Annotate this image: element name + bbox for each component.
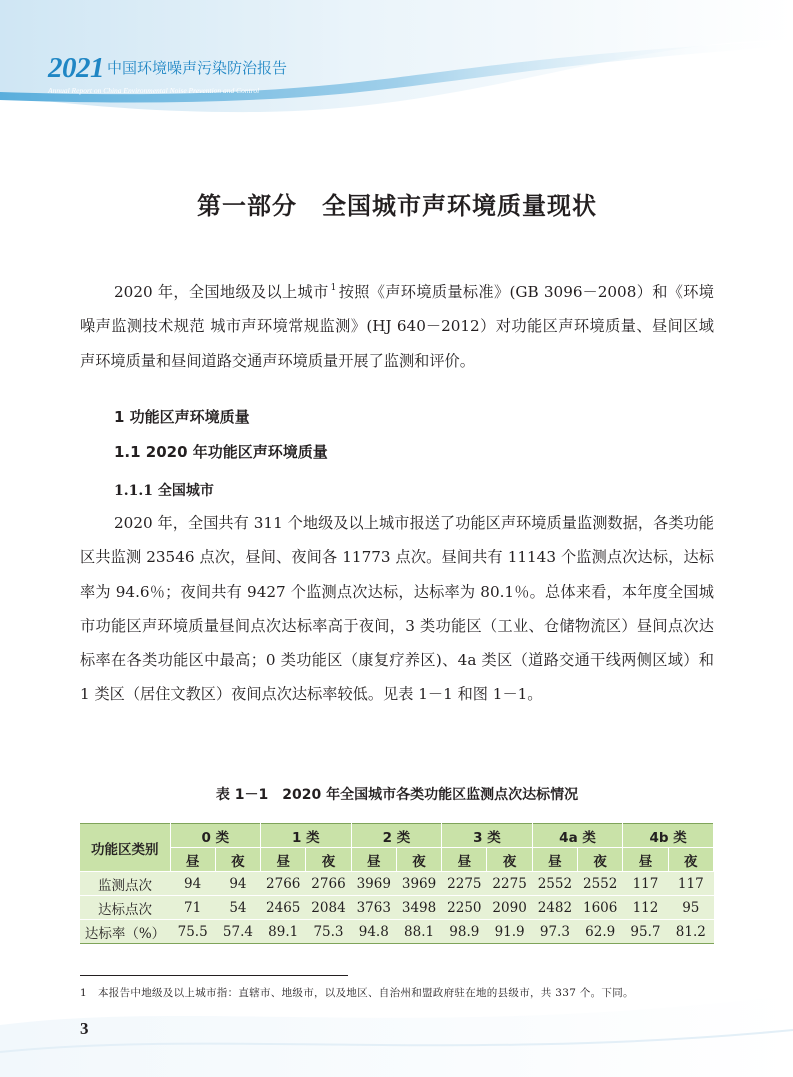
table-body	[80, 872, 714, 944]
row-label: 监测点次	[80, 872, 170, 896]
night-header: 夜	[215, 848, 260, 872]
table-cell: 75.5	[170, 920, 215, 944]
table-cell: 95	[668, 896, 713, 920]
table-cell: 91.9	[487, 920, 532, 944]
table-cell: 2552	[532, 872, 577, 896]
footnote-text: 本报告中地级及以上城市指：直辖市、地级市，以及地区、自治州和盟政府驻在地的县级市，共 337 个。下同。	[98, 987, 634, 999]
table-cell: 3498	[396, 896, 441, 920]
group-header: 4a 类	[532, 824, 623, 848]
table-cell: 2250	[442, 896, 487, 920]
night-header: 夜	[668, 848, 713, 872]
table-cell: 2275	[442, 872, 487, 896]
table-cell: 2084	[306, 896, 351, 920]
table-row	[80, 920, 714, 944]
group-header: 4b 类	[623, 824, 714, 848]
table-cell: 88.1	[396, 920, 441, 944]
table-cell: 2275	[487, 872, 532, 896]
group-header: 0 类	[170, 824, 261, 848]
table-cell: 62.9	[578, 920, 623, 944]
table-corner-header: 功能区类别	[80, 824, 170, 872]
table-row	[80, 872, 714, 896]
row-label: 达标率（%）	[80, 920, 170, 944]
row-label: 达标点次	[80, 896, 170, 920]
table-cell: 57.4	[215, 920, 260, 944]
night-header: 夜	[487, 848, 532, 872]
group-header: 3 类	[442, 824, 533, 848]
table-cell: 95.7	[623, 920, 668, 944]
section-heading-1: 1 功能区声环境质量	[114, 408, 250, 426]
table-cell: 2465	[261, 896, 306, 920]
body-paragraph: 2020 年，全国共有 311 个地级及以上城市报送了功能区声环境质量监测数据，各类功能区共监测 23546 点次，昼间、夜间各 11773 点次。昼间共有 11143 个监测点次达标，达标率为 94.6％；夜间共有 9427 个监测点次达标，达标率为 80.1％。总体来看，本年度全国城市功能区声环境质量昼间点次达标率高于夜间，3 类功能区（工业、仓储物流区）昼间点次达标率在各类功能区中最高；0 类功能区（康复疗养区)、4a 类区（道路交通干线两侧区域）和 1 类区（居住文教区）夜间点次达标率较低。见表 1－1 和图 1－1。	[80, 514, 714, 704]
day-header: 昼	[261, 848, 306, 872]
day-header: 昼	[442, 848, 487, 872]
table-cell: 94	[170, 872, 215, 896]
table-cell: 97.3	[532, 920, 577, 944]
table-cell: 2766	[261, 872, 306, 896]
table-cell: 2090	[487, 896, 532, 920]
report-header	[48, 52, 288, 95]
table-cell: 1606	[578, 896, 623, 920]
section-heading-1-1-1: 1.1.1 全国城市	[114, 483, 214, 499]
report-title: 中国环境噪声污染防治报告	[107, 59, 288, 77]
report-subtitle-english: Annual Report on China Environmental Noise Prevention and Control	[48, 86, 260, 95]
footnote-divider	[80, 975, 348, 976]
table-cell: 2766	[306, 872, 351, 896]
section-heading-1-1: 1.1 2020 年功能区声环境质量	[114, 443, 328, 461]
day-header: 昼	[351, 848, 396, 872]
table-cell: 117	[668, 872, 713, 896]
table-cell: 117	[623, 872, 668, 896]
table-cell: 3969	[351, 872, 396, 896]
page-number: 3	[80, 1019, 89, 1038]
table-cell: 98.9	[442, 920, 487, 944]
table-cell: 94	[215, 872, 260, 896]
footnote-number: 1	[80, 987, 87, 999]
table-cell: 3969	[396, 872, 441, 896]
table-caption: 表 1－1 2020 年全国城市各类功能区监测点次达标情况	[215, 787, 579, 803]
table-cell: 89.1	[261, 920, 306, 944]
table-cell: 2482	[532, 896, 577, 920]
group-header: 1 类	[261, 824, 352, 848]
table-cell: 94.8	[351, 920, 396, 944]
part-title: 第一部分 全国城市声环境质量现状	[197, 192, 597, 220]
table-cell: 3763	[351, 896, 396, 920]
day-header: 昼	[532, 848, 577, 872]
intro-paragraph: 2020 年，全国地级及以上城市 $^1$ 按照《声环境质量标准》(GB 3096－2008）和《环境噪声监测技术规范 城市声环境常规监测》(HJ 640－2012）对功能区声环境质量、昼间区域声环境质量和昼间道路交通声环境质量开展了监测和评价。	[80, 283, 714, 370]
night-header: 夜	[578, 848, 623, 872]
report-year: 2021	[48, 52, 104, 84]
group-header: 2 类	[351, 824, 442, 848]
table-cell: 2552	[578, 872, 623, 896]
table-row	[80, 896, 714, 920]
table-cell: 81.2	[668, 920, 713, 944]
table-cell: 112	[623, 896, 668, 920]
compliance-table	[80, 823, 714, 944]
footnote	[80, 985, 634, 1000]
night-header: 夜	[396, 848, 441, 872]
day-header: 昼	[623, 848, 668, 872]
table-cell: 71	[170, 896, 215, 920]
footnote-reference[interactable]: 1	[330, 283, 337, 293]
table-cell: 54	[215, 896, 260, 920]
table-cell: 75.3	[306, 920, 351, 944]
night-header: 夜	[306, 848, 351, 872]
day-header: 昼	[170, 848, 215, 872]
